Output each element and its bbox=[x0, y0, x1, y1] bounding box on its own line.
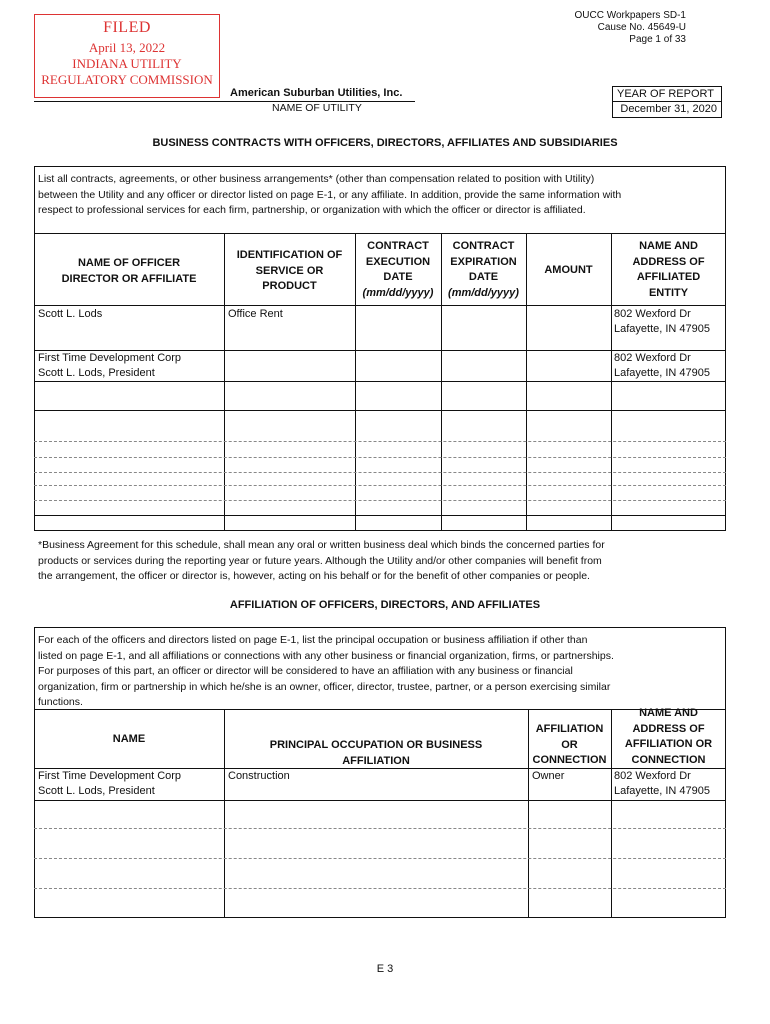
header-connection: AFFILIATION OR CONNECTION bbox=[532, 723, 607, 766]
year-label: YEAR OF REPORT bbox=[617, 88, 714, 100]
affiliation-title: AFFILIATION OF OFFICERS, DIRECTORS, AND AFFILIATES bbox=[229, 599, 541, 611]
row-divider bbox=[34, 441, 726, 442]
year-rule bbox=[612, 101, 722, 102]
page-footer: E 3 bbox=[376, 963, 394, 975]
header-name: NAME bbox=[112, 733, 146, 745]
header-expiration-date: CONTRACT EXPIRATION DATE (mm/dd/yyyy) bbox=[448, 240, 519, 299]
utility-name: American Suburban Utilities, Inc. bbox=[230, 87, 403, 99]
contracts-intro: List all contracts, agreements, or other business arrangements* (other than compensation related to position with Utility) between the Utility and any officer or director listed on page E-1, or any affiliate. In addition, provide the same information with respect to professional services for each firm, partnership, or organization with which the officer or director is affiliated. bbox=[38, 173, 622, 216]
header-rule bbox=[34, 101, 230, 102]
table-row-entity: 802 Wexford Dr Lafayette, IN 47905 bbox=[614, 352, 711, 379]
row-divider bbox=[34, 457, 726, 458]
utility-label: NAME OF UTILITY bbox=[272, 102, 362, 114]
workpaper-id: OUCC Workpapers SD-1 bbox=[574, 10, 686, 21]
affiliation-intro: For each of the officers and directors listed on page E-1, list the principal occupation or business affiliation if other than listed on page E-1, and all affiliations or connections with any other business or financial organization, firms, or partnerships. For purposes of this part, an officer or director will be considered to have an affiliation with any business or financial organization, firm or partnership in which he/she is an owner, officer, director, trustee, partner, or a person exercising similar functions. bbox=[38, 634, 614, 708]
stamp-agency-2: REGULATORY COMMISSION bbox=[41, 72, 213, 87]
table-row-connection: Owner bbox=[532, 770, 565, 782]
header-entity: NAME AND ADDRESS OF AFFILIATED ENTITY bbox=[632, 240, 705, 299]
table-row-ident: Office Rent bbox=[228, 308, 283, 320]
stamp-agency-1: INDIANA UTILITY bbox=[72, 56, 182, 71]
header-occupation: PRINCIPAL OCCUPATION OR BUSINESS AFFILIATION bbox=[269, 739, 483, 767]
header-execution-date: CONTRACT EXECUTION DATE (mm/dd/yyyy) bbox=[362, 240, 434, 299]
page-number: Page 1 of 33 bbox=[629, 34, 686, 45]
row-divider bbox=[34, 410, 726, 411]
row-divider bbox=[34, 515, 726, 516]
row-divider bbox=[34, 888, 726, 889]
business-agreement-footnote: *Business Agreement for this schedule, shall mean any oral or written business deal which binds the concerned parties for products or services during the reporting year or future years. Although the Utility and/or other companies will benefit from the arrangement, the officer or director is, however, acting on his behalf or for the benefit of other companies or people. bbox=[38, 539, 605, 582]
cause-number: Cause No. 45649-U bbox=[597, 22, 686, 33]
table-row-name: First Time Development Corp Scott L. Lods, President bbox=[38, 352, 182, 379]
year-of-report-box bbox=[612, 86, 722, 118]
table-row-name: First Time Development Corp Scott L. Lods, President bbox=[38, 770, 182, 797]
contracts-header-top bbox=[34, 233, 726, 234]
year-date: December 31, 2020 bbox=[620, 103, 717, 115]
table-row-entity: 802 Wexford Dr Lafayette, IN 47905 bbox=[614, 308, 711, 335]
row-divider bbox=[34, 500, 726, 501]
header-amount: AMOUNT bbox=[544, 264, 593, 276]
row-divider bbox=[34, 472, 726, 473]
header-officer: NAME OF OFFICER DIRECTOR OR AFFILIATE bbox=[61, 257, 197, 285]
table-row-address: 802 Wexford Dr Lafayette, IN 47905 bbox=[614, 770, 711, 797]
table-row-name: Scott L. Lods bbox=[38, 308, 103, 320]
row-divider bbox=[34, 858, 726, 859]
row-divider bbox=[34, 828, 726, 829]
header-address: NAME AND ADDRESS OF AFFILIATION OR CONNECTION bbox=[624, 707, 713, 766]
stamp-filed: FILED bbox=[103, 19, 151, 36]
contracts-title: BUSINESS CONTRACTS WITH OFFICERS, DIRECTORS, AFFILIATES AND SUBSIDIARIES bbox=[152, 137, 618, 149]
filed-stamp bbox=[34, 14, 220, 98]
row-divider bbox=[34, 381, 726, 382]
workpaper-header bbox=[574, 10, 686, 46]
row-divider bbox=[34, 485, 726, 486]
contracts-header-bottom bbox=[34, 305, 726, 306]
contracts-table bbox=[34, 166, 726, 531]
header-identification: IDENTIFICATION OF SERVICE OR PRODUCT bbox=[236, 249, 343, 292]
stamp-date: April 13, 2022 bbox=[88, 40, 166, 55]
table-row-occupation: Construction bbox=[228, 770, 290, 782]
row-divider bbox=[34, 800, 726, 801]
